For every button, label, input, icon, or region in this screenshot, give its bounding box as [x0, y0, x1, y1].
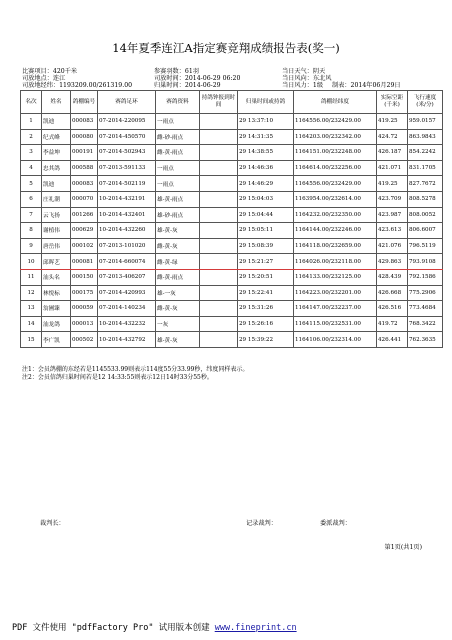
table-cell: 29 14:31:35	[238, 129, 294, 145]
table-cell: 419.25	[377, 114, 408, 130]
table-cell: 29 15:04:03	[238, 191, 294, 207]
table-cell: 000588	[71, 160, 98, 176]
table-cell: 808.0052	[408, 207, 443, 223]
table-cell: 雌-黄-绿	[156, 254, 200, 270]
table-row	[21, 114, 443, 130]
table-cell: 庄礼潮	[42, 191, 71, 207]
table-cell: 雄-黄-灰	[156, 332, 200, 348]
table-cell: 1164556.00/232429.00	[294, 176, 377, 192]
meta-wind: 当日风向：东北风	[282, 75, 332, 82]
table-cell: 10-2014-432260	[98, 223, 156, 239]
table-cell: 29 15:20:51	[238, 269, 294, 285]
table-cell: 792.1586	[408, 269, 443, 285]
table-cell: 1164115.00/232531.00	[294, 316, 377, 332]
table-row	[21, 316, 443, 332]
table-cell: 854.2242	[408, 145, 443, 161]
table-cell: 419.72	[377, 316, 408, 332]
table-cell	[200, 114, 238, 130]
table-cell: 云飞扬	[42, 207, 71, 223]
table-cell: 纪式峰	[42, 129, 71, 145]
table-cell: 000191	[71, 145, 98, 161]
referee-label: 裁判长：	[40, 520, 65, 527]
table-cell: 863.9843	[408, 129, 443, 145]
table-cell: 凯迪	[42, 176, 71, 192]
table-cell: 000059	[71, 301, 98, 317]
table-cell: 000081	[71, 254, 98, 270]
table-cell: 李益坤	[42, 145, 71, 161]
meta-release-time: 司放时间：2014-06-29 06:20	[154, 75, 241, 82]
table-cell: 谢植伟	[42, 223, 71, 239]
table-cell: 07-2013-406207	[98, 269, 156, 285]
table-cell: 雌-黄-雨点	[156, 269, 200, 285]
table-cell: 10	[21, 254, 42, 270]
meta-level: 当日风力：1级	[282, 82, 324, 89]
table-cell: 29 15:22:41	[238, 285, 294, 301]
table-cell	[200, 285, 238, 301]
meta-prepared: 制表：2014年06月29日	[332, 82, 401, 89]
table-cell	[200, 207, 238, 223]
table-cell: 421.071	[377, 160, 408, 176]
table-cell: 10-2014-432401	[98, 207, 156, 223]
table-cell: 29 15:05:11	[238, 223, 294, 239]
table-cell: 雄-黄-雨点	[156, 191, 200, 207]
table-cell: 000175	[71, 285, 98, 301]
table-row	[21, 332, 443, 348]
table-cell: 15	[21, 332, 42, 348]
table-cell	[200, 301, 238, 317]
meta-return-time: 归巢时间：2014-06-29	[154, 82, 221, 89]
table-cell: 14	[21, 316, 42, 332]
table-cell: 一灰	[156, 316, 200, 332]
table-cell: 775.2906	[408, 285, 443, 301]
table-cell: 1164614.00/232256.00	[294, 160, 377, 176]
table-cell: 雄-砂-雨点	[156, 207, 200, 223]
table-cell: 一雨点	[156, 160, 200, 176]
table-cell: 07-2014-450570	[98, 129, 156, 145]
table-cell: 001266	[71, 207, 98, 223]
table-cell: 959.0157	[408, 114, 443, 130]
table-row	[21, 191, 443, 207]
col-header: 鸽棚经纬度	[294, 91, 377, 114]
table-cell: 雌-黄-雨点	[156, 145, 200, 161]
table-cell: 000080	[71, 129, 98, 145]
table-cell	[200, 316, 238, 332]
col-header: 赛鸽足环	[98, 91, 156, 114]
table-cell: 29 15:26:16	[238, 316, 294, 332]
table-cell: 雄-一灰	[156, 285, 200, 301]
table-cell: 1164151.00/232248.00	[294, 145, 377, 161]
table-cell: 423.987	[377, 207, 408, 223]
table-cell	[200, 223, 238, 239]
table-cell: 29 15:08:39	[238, 238, 294, 254]
table-cell: 07-2014-660074	[98, 254, 156, 270]
table-cell: 1164106.00/232314.00	[294, 332, 377, 348]
table-cell: 雌-砂-雨点	[156, 129, 200, 145]
table-row	[21, 301, 443, 317]
table-cell: 29 14:46:29	[238, 176, 294, 192]
note-line: 注2：会员信鸽归巢时间若是12 14:33:55则表示12日14时33分55秒。	[22, 374, 213, 381]
table-row	[21, 145, 443, 161]
table-cell: 07-2014-420993	[98, 285, 156, 301]
table-row	[21, 129, 443, 145]
table-cell: 12	[21, 285, 42, 301]
table-cell: 831.1705	[408, 160, 443, 176]
table-cell: 翁圃臻	[42, 301, 71, 317]
table-cell: 2	[21, 129, 42, 145]
table-cell: 6	[21, 191, 42, 207]
table-cell: 汕龙鸽	[42, 316, 71, 332]
table-cell: 806.6007	[408, 223, 443, 239]
table-cell	[200, 176, 238, 192]
table-row	[21, 160, 443, 176]
table-cell: 林悦标	[42, 285, 71, 301]
table-cell: 773.4684	[408, 301, 443, 317]
committee-label: 委派裁判：	[320, 520, 351, 527]
table-cell: 423.709	[377, 191, 408, 207]
table-cell: 07-2013-591133	[98, 160, 156, 176]
meta-feathers: 参赛羽数：61羽	[154, 68, 199, 75]
footer-link[interactable]: www.fineprint.cn	[214, 623, 297, 633]
col-header: 名次	[21, 91, 42, 114]
footer-text: PDF 文件使用 "pdfFactory Pro" 试用版本创建	[12, 623, 215, 633]
table-cell	[200, 191, 238, 207]
table-cell: 10-2014-432792	[98, 332, 156, 348]
table-cell: 07-2013-101020	[98, 238, 156, 254]
table-row	[21, 207, 443, 223]
table-cell: 428.439	[377, 269, 408, 285]
table-cell: 000083	[71, 114, 98, 130]
table-cell: 000502	[71, 332, 98, 348]
table-cell: 1164232.00/232350.00	[294, 207, 377, 223]
table-cell: 1164556.00/232429.00	[294, 114, 377, 130]
table-cell: 1	[21, 114, 42, 130]
page-number: 第1页(共1页)	[384, 544, 422, 551]
col-header: 实际空距(千米)	[377, 91, 408, 114]
table-cell: 000013	[71, 316, 98, 332]
table-cell: 426.441	[377, 332, 408, 348]
table-row	[21, 254, 443, 270]
table-row	[21, 269, 443, 285]
table-cell: 唐岳伟	[42, 238, 71, 254]
table-cell: 13	[21, 301, 42, 317]
table-cell: 1164147.00/232237.00	[294, 301, 377, 317]
table-cell: 07-2014-220095	[98, 114, 156, 130]
table-cell: 000629	[71, 223, 98, 239]
table-row	[21, 238, 443, 254]
table-cell: 8	[21, 223, 42, 239]
col-header: 持鸽钟报到时间	[200, 91, 238, 114]
table-cell: 11	[21, 269, 42, 285]
table-cell: 29 15:21:27	[238, 254, 294, 270]
table-cell: 000102	[71, 238, 98, 254]
table-cell: 5	[21, 176, 42, 192]
table-cell: 000150	[71, 269, 98, 285]
table-cell: 一雨点	[156, 114, 200, 130]
table-cell: 10-2014-432232	[98, 316, 156, 332]
table-row	[21, 285, 443, 301]
table-cell: 忠其鸽	[42, 160, 71, 176]
col-header: 姓名	[42, 91, 71, 114]
table-cell: 凯迪	[42, 114, 71, 130]
meta-release-place: 司放地点：连江	[22, 75, 66, 82]
table-cell: 1164223.00/232201.00	[294, 285, 377, 301]
table-cell: 808.5278	[408, 191, 443, 207]
results-table	[20, 90, 443, 348]
table-cell: 768.3422	[408, 316, 443, 332]
table-cell: 429.863	[377, 254, 408, 270]
meta-weather: 当日天气：阴天	[282, 68, 326, 75]
pdf-footer	[12, 621, 297, 633]
table-cell: 827.7672	[408, 176, 443, 192]
table-cell: 4	[21, 160, 42, 176]
table-cell: 9	[21, 238, 42, 254]
col-header: 飞行速度(米/分)	[408, 91, 443, 114]
table-header-row	[21, 91, 443, 114]
table-cell: 29 14:38:55	[238, 145, 294, 161]
table-cell	[200, 269, 238, 285]
table-cell: 426.516	[377, 301, 408, 317]
table-cell: 423.613	[377, 223, 408, 239]
table-cell: 793.9108	[408, 254, 443, 270]
note-line: 注1：会员鸽棚的东经若是1145533.99则表示114度55分33.99秒，纬度同样表示。	[22, 366, 249, 373]
table-cell: 000070	[71, 191, 98, 207]
table-cell: 426.668	[377, 285, 408, 301]
table-cell: 426.187	[377, 145, 408, 161]
table-cell: 李广凯	[42, 332, 71, 348]
table-cell: 一雨点	[156, 176, 200, 192]
table-cell: 29 14:46:36	[238, 160, 294, 176]
table-cell	[200, 129, 238, 145]
col-header: 赛鸽资料	[156, 91, 200, 114]
table-cell: 1163954.00/232614.00	[294, 191, 377, 207]
table-cell: 796.5119	[408, 238, 443, 254]
table-cell: 29 15:39:22	[238, 332, 294, 348]
meta-release-coords: 司放地经纬：1193209.00/261319.00	[22, 82, 133, 89]
table-cell	[200, 238, 238, 254]
table-cell: 762.3635	[408, 332, 443, 348]
col-header: 鸽棚编号	[71, 91, 98, 114]
table-cell: 1164133.00/232125.00	[294, 269, 377, 285]
table-row	[21, 176, 443, 192]
table-cell: 雌-黄-灰	[156, 238, 200, 254]
table-cell	[200, 254, 238, 270]
table-cell: 10-2014-432191	[98, 191, 156, 207]
table-cell: 419.25	[377, 176, 408, 192]
table-cell: 07-2014-502119	[98, 176, 156, 192]
table-cell	[200, 160, 238, 176]
table-cell: 1164203.00/232342.00	[294, 129, 377, 145]
table-cell: 邱晖艺	[42, 254, 71, 270]
table-cell: 424.72	[377, 129, 408, 145]
report-title: 14年夏季连江A指定赛竞翔成绩报告表(奖一)	[112, 41, 340, 55]
table-cell: 29 13:37:10	[238, 114, 294, 130]
table-cell	[200, 332, 238, 348]
table-cell: 1164026.00/232118.00	[294, 254, 377, 270]
table-cell: 29 15:04:44	[238, 207, 294, 223]
table-cell: 雌-黄-灰	[156, 301, 200, 317]
notes	[22, 366, 248, 382]
recorder-label: 记录裁判：	[246, 520, 277, 527]
table-cell: 汕头名	[42, 269, 71, 285]
table-cell: 07-2014-140234	[98, 301, 156, 317]
table-cell: 29 15:31:26	[238, 301, 294, 317]
table-cell: 3	[21, 145, 42, 161]
table-cell: 421.076	[377, 238, 408, 254]
table-cell: 1164118.00/232659.00	[294, 238, 377, 254]
table-cell: 雄-黄-灰	[156, 223, 200, 239]
col-header: 归巢时间或持鸽	[238, 91, 294, 114]
table-cell: 7	[21, 207, 42, 223]
table-cell: 000083	[71, 176, 98, 192]
meta-distance: 比赛项目：420千米	[22, 68, 78, 75]
table-cell: 1164144.00/232246.00	[294, 223, 377, 239]
table-row	[21, 223, 443, 239]
table-cell	[200, 145, 238, 161]
table-cell: 07-2014-502943	[98, 145, 156, 161]
